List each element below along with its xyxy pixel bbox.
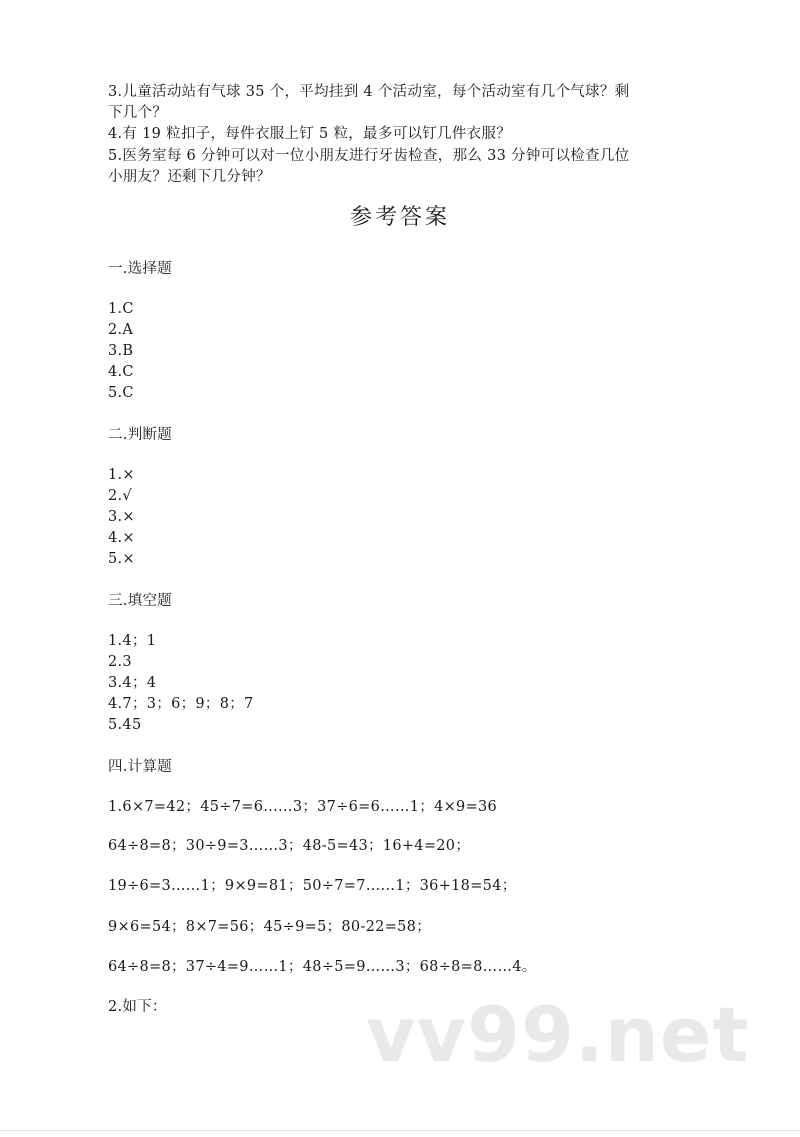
question-5-line-2: 小朋友？还剩下几分钟？ — [108, 169, 271, 185]
section-title-choice: 一.选择题 — [108, 261, 173, 277]
judge-answer: 1.× — [108, 467, 135, 483]
choice-answer: 4.C — [108, 364, 134, 380]
judge-answer: 5.× — [108, 551, 135, 567]
calc-answer-line: 64÷8=8；37÷4=9……1；48÷5=9……3；68÷8=8……4。 — [108, 959, 537, 975]
calc-item-2: 2.如下： — [108, 999, 167, 1015]
section-title-fill: 三.填空题 — [108, 593, 173, 609]
section-title-calc: 四.计算题 — [108, 759, 173, 775]
section-title-judge: 二.判断题 — [108, 427, 173, 443]
fill-answer: 3.4；4 — [108, 675, 157, 691]
calc-answer-line: 19÷6=3……1；9×9=81；50÷7=7……1；36+18=54； — [108, 878, 517, 894]
choice-answer: 3.B — [108, 343, 134, 359]
page-bottom-divider — [0, 1130, 800, 1131]
question-4: 4.有 19 粒扣子，每件衣服上钉 5 粒，最多可以钉几件衣服？ — [108, 126, 512, 142]
fill-answer: 1.4；1 — [108, 633, 157, 649]
choice-answer: 5.C — [108, 385, 134, 401]
question-5-line-1: 5.医务室每 6 分钟可以对一位小朋友进行牙齿检查，那么 33 分钟可以检查几位 — [108, 148, 630, 164]
question-3-line-2: 下几个？ — [108, 105, 168, 121]
choice-answer: 1.C — [108, 301, 134, 317]
judge-answer: 4.× — [108, 530, 135, 546]
judge-answer: 2.√ — [108, 488, 132, 504]
choice-answer: 2.A — [108, 322, 134, 338]
judge-answer: 3.× — [108, 509, 135, 525]
fill-answer: 4.7；3；6；9；8；7 — [108, 696, 254, 712]
calc-answer-line: 9×6=54；8×7=56；45÷9=5；80-22=58； — [108, 919, 432, 935]
fill-answer: 2.3 — [108, 654, 132, 670]
calc-answer-line: 1.6×7=42；45÷7=6……3；37÷6=6……1；4×9=36 — [108, 799, 498, 815]
fill-answer: 5.45 — [108, 717, 142, 733]
calc-answer-line: 64÷8=8；30÷9=3……3；48-5=43；16+4=20； — [108, 838, 471, 854]
answers-title: 参考答案 — [349, 205, 450, 230]
question-3-line-1: 3.儿童活动站有气球 35 个，平均挂到 4 个活动室，每个活动室有几个气球？剩 — [108, 84, 630, 100]
watermark: vv99.net — [366, 990, 750, 1079]
